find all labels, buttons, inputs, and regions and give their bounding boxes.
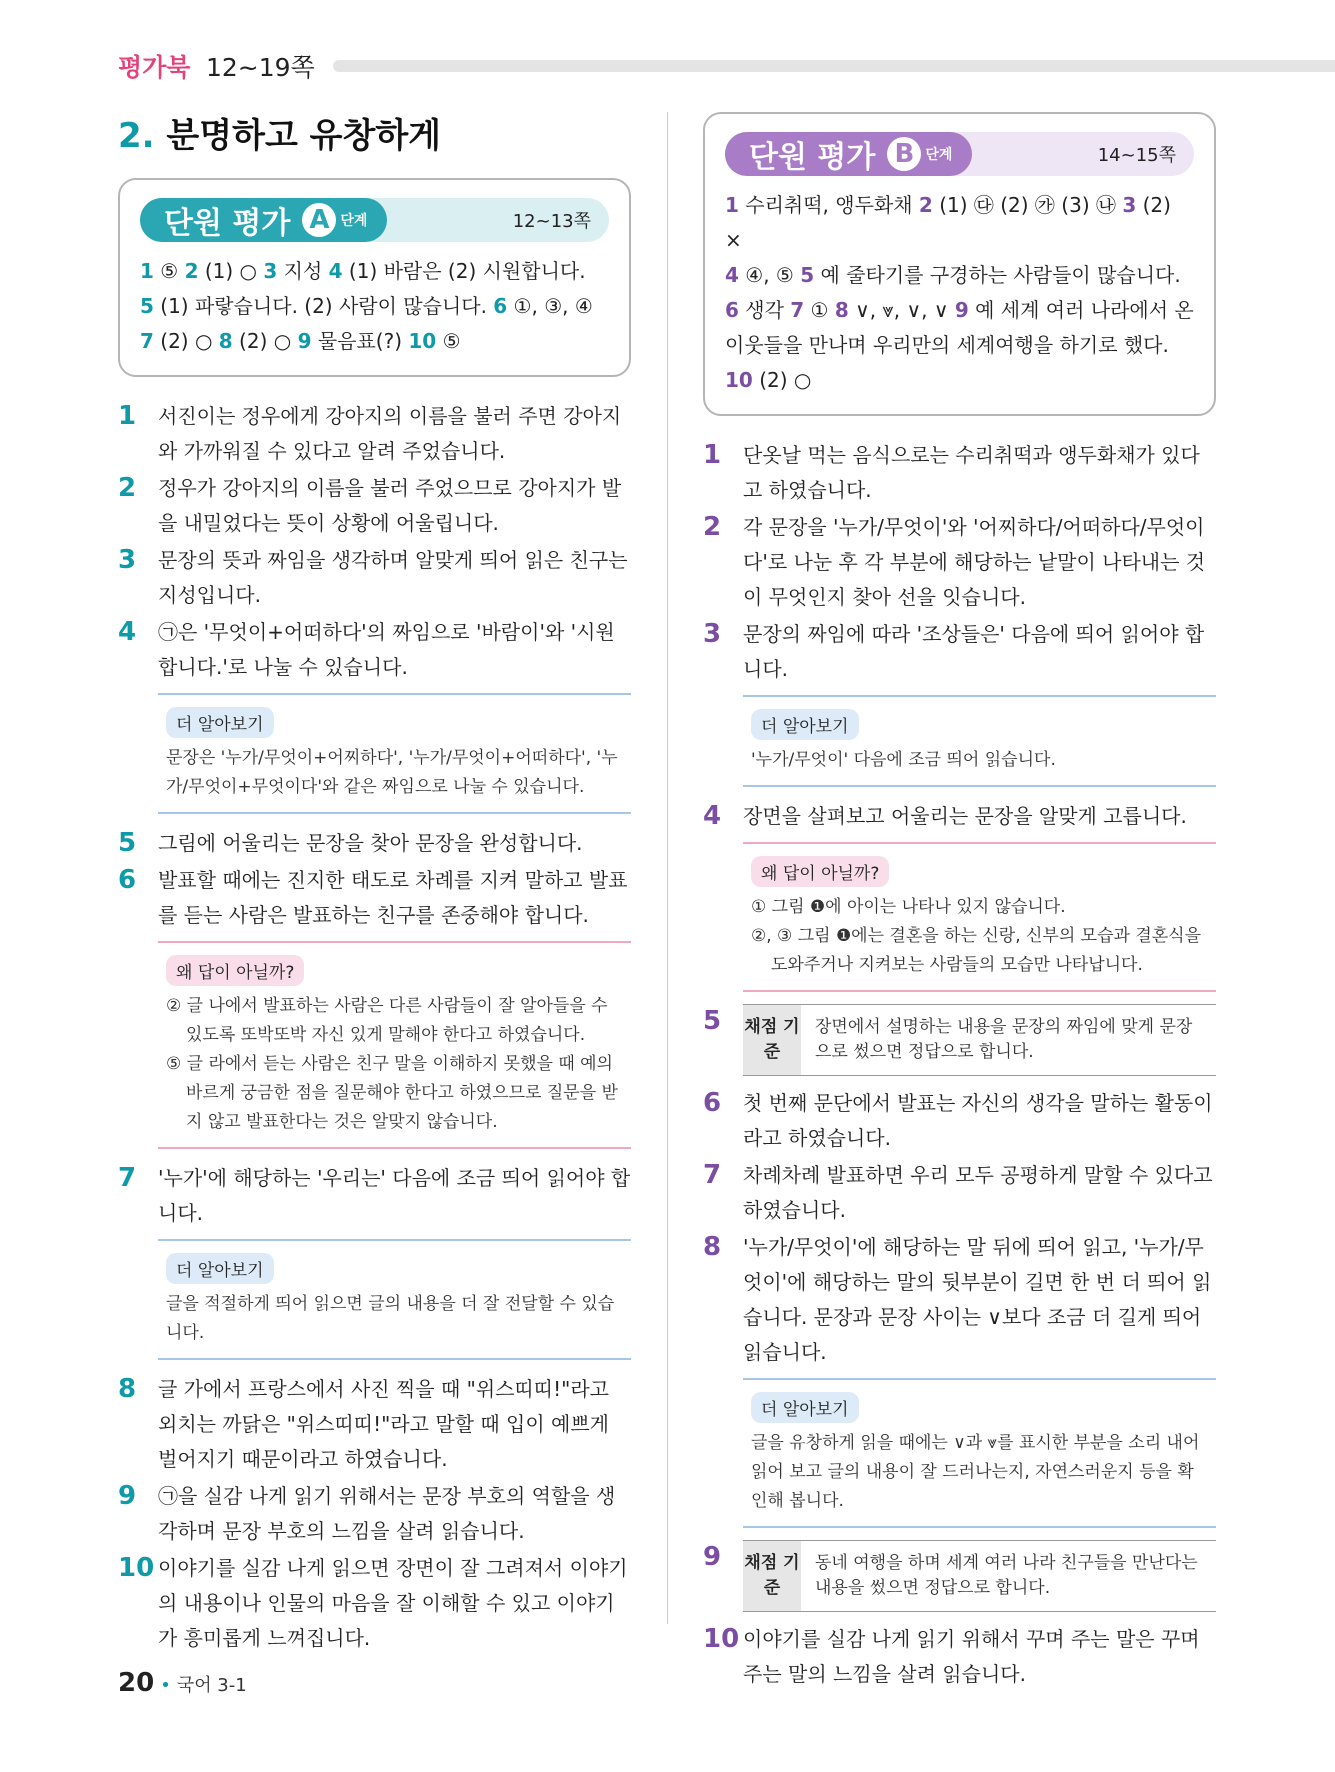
answer-number: 3 bbox=[263, 259, 278, 283]
note-line: ⑤ 글 라에서 듣는 사람은 친구 말을 이해하지 못했을 때 예의 바르게 궁금한 점을 질문해야 한다고 하였으므로 질문을 받지 않고 발표한다는 것은 알맞지 않습니다. bbox=[166, 1054, 618, 1132]
answer-list bbox=[140, 254, 609, 359]
item-text: 서진이는 정우에게 강아지의 이름을 불러 주면 강아지와 가까워질 수 있다고 알려 주었습니다. bbox=[158, 404, 622, 463]
note-text: 글을 유창하게 읽을 때에는 ∨과 ⩔를 표시한 부분을 소리 내어 읽어 보고 글의 내용이 잘 드러나는지, 자연스러운지 등을 확인해 봅니다. bbox=[751, 1433, 1200, 1511]
column-divider bbox=[667, 112, 668, 1624]
answer-value: 생각 bbox=[738, 298, 791, 322]
answer-value: 물음표(?) bbox=[311, 329, 409, 353]
item-text: 글 가에서 프랑스에서 사진 찍을 때 "위스띠띠!"라고 외치는 까닭은 "위스띠띠!"라고 말할 때 입이 예쁘게 벌어지기 때문이라고 하였습니다. bbox=[158, 1377, 609, 1471]
box-title: 단원 평가 bbox=[164, 206, 291, 241]
explanation-4 bbox=[703, 799, 1216, 834]
item-text: 단옷날 먹는 음식으로는 수리취떡과 앵두화채가 있다고 하였습니다. bbox=[743, 443, 1200, 502]
answer-number: 8 bbox=[218, 329, 233, 353]
item-number: 9 bbox=[118, 1481, 137, 1511]
answer-value: 예 줄타기를 구경하는 사람들이 많습니다. bbox=[814, 263, 1181, 287]
answer-number: 6 bbox=[493, 294, 508, 318]
right-column bbox=[703, 112, 1216, 1694]
item-text: 차례차례 발표하면 우리 모두 공평하게 말할 수 있다고 하였습니다. bbox=[743, 1163, 1213, 1222]
note-label: 더 알아보기 bbox=[751, 1392, 859, 1423]
item-number: 6 bbox=[703, 1088, 722, 1118]
item-number: 7 bbox=[703, 1160, 722, 1190]
answer-value: (2) ○ bbox=[752, 368, 812, 392]
item-number: 2 bbox=[118, 473, 137, 503]
explanation-9 bbox=[118, 1479, 631, 1549]
note-label: 왜 답이 아닐까? bbox=[751, 856, 889, 887]
subject-label: 국어 3-1 bbox=[176, 1675, 247, 1696]
level-badge: B bbox=[887, 137, 921, 171]
answer-number: 2 bbox=[184, 259, 199, 283]
item-text: 그림에 어울리는 문장을 찾아 문장을 완성합니다. bbox=[158, 831, 583, 855]
answer-line bbox=[140, 254, 609, 289]
page-footer bbox=[118, 1668, 247, 1698]
answer-number: 10 bbox=[408, 329, 437, 353]
answer-number: 6 bbox=[725, 298, 739, 322]
item-number: 3 bbox=[118, 545, 137, 575]
note-text: '누가/무엇이' 다음에 조금 띄어 읽습니다. bbox=[751, 750, 1056, 770]
grading-criteria-5 bbox=[703, 1004, 1216, 1076]
answer-value: (2) ○ bbox=[232, 329, 298, 353]
item-text: 발표할 때에는 진지한 태도로 차례를 지켜 말하고 발표를 듣는 사람은 발표하는 친구를 존중해야 합니다. bbox=[158, 868, 628, 927]
item-number: 5 bbox=[118, 828, 137, 858]
explanation-7 bbox=[118, 1161, 631, 1231]
answer-line bbox=[725, 293, 1194, 398]
answer-number: 3 bbox=[1122, 193, 1137, 217]
left-column bbox=[118, 108, 631, 1658]
explanation-1 bbox=[703, 438, 1216, 508]
answer-value: 지성 bbox=[277, 259, 329, 283]
answer-box-b bbox=[703, 112, 1216, 416]
note-line: ②, ③ 그림 ❶에는 결혼을 하는 신랑, 신부의 모습과 결혼식을 도와주거나 지켜보는 사람들의 모습만 나타납니다. bbox=[751, 926, 1202, 975]
answer-number: 9 bbox=[297, 329, 312, 353]
answer-list bbox=[725, 188, 1194, 398]
item-number: 7 bbox=[118, 1163, 137, 1193]
explanations bbox=[118, 399, 631, 1656]
answer-value: 수리취떡, 앵두화채 bbox=[738, 193, 919, 217]
item-text: 장면을 살펴보고 어울리는 문장을 알맞게 고릅니다. bbox=[743, 804, 1187, 828]
level-dan: 단계 bbox=[340, 213, 368, 229]
answer-value: (2) × bbox=[725, 193, 1171, 252]
answer-value: (1) 파랗습니다. (2) 사람이 많습니다. bbox=[153, 294, 494, 318]
unit-number: 2. bbox=[118, 116, 155, 156]
grading-criteria-9 bbox=[703, 1540, 1216, 1612]
more-info-note bbox=[158, 1239, 631, 1360]
why-wrong-note bbox=[158, 941, 631, 1149]
answer-value: ⑤ bbox=[153, 259, 185, 283]
item-text: 이야기를 실감 나게 읽으면 장면이 잘 그려져서 이야기의 내용이나 인물의 마음을 잘 이해할 수 있고 이야기가 흥미롭게 느껴집니다. bbox=[158, 1556, 628, 1650]
explanation-2 bbox=[703, 510, 1216, 615]
answer-value: (2) ○ bbox=[153, 329, 219, 353]
answer-number: 7 bbox=[790, 298, 805, 322]
answer-number: 5 bbox=[140, 294, 154, 318]
answer-value: ⑤ bbox=[436, 329, 461, 353]
note-line: ① 그림 ❶에 아이는 나타나 있지 않습니다. bbox=[751, 897, 1066, 917]
note-line: ② 글 나에서 발표하는 사람은 다른 사람들이 잘 알아들을 수 있도록 또박또박 자신 있게 말해야 한다고 하였습니다. bbox=[166, 996, 608, 1045]
level-badge: A bbox=[302, 203, 336, 237]
item-number: 1 bbox=[703, 440, 722, 470]
header-bar bbox=[333, 60, 1335, 72]
answer-line bbox=[140, 324, 609, 359]
answer-value: ①, ③, ④ bbox=[507, 294, 593, 318]
item-number: 2 bbox=[703, 512, 722, 542]
explanation-5 bbox=[118, 826, 631, 861]
answer-box-header bbox=[140, 198, 609, 242]
answer-value: (1) 바람은 (2) 시원합니다. bbox=[342, 259, 586, 283]
footer-dot: • bbox=[160, 1675, 171, 1696]
explanation-4 bbox=[118, 615, 631, 685]
criteria-text: 장면에서 설명하는 내용을 문장의 짜임에 맞게 문장으로 썼으면 정답으로 합니다. bbox=[815, 1017, 1193, 1062]
note-label: 더 알아보기 bbox=[166, 707, 274, 738]
item-text: '누가/무엇이'에 해당하는 말 뒤에 띄어 읽고, '누가/무엇이'에 해당하는 말의 뒷부분이 길면 한 번 더 띄어 읽습니다. 문장과 문장 사이는 ∨보다 조금 더 길게 띄어 읽습니다. bbox=[743, 1235, 1212, 1364]
explanation-6 bbox=[703, 1086, 1216, 1156]
answer-value: ∨, ⩔, ∨, ∨ bbox=[848, 298, 955, 322]
answer-box-a bbox=[118, 178, 631, 377]
item-number: 10 bbox=[703, 1624, 740, 1654]
unit-title bbox=[118, 108, 631, 156]
item-number: 10 bbox=[118, 1553, 155, 1583]
explanation-2 bbox=[118, 471, 631, 541]
item-number: 4 bbox=[118, 617, 137, 647]
why-wrong-note bbox=[743, 842, 1216, 992]
note-label: 왜 답이 아닐까? bbox=[166, 955, 304, 986]
note-text: 글을 적절하게 띄어 읽으면 글의 내용을 더 잘 전달할 수 있습니다. bbox=[166, 1294, 615, 1343]
explanation-6 bbox=[118, 863, 631, 933]
criteria-label: 채점 기준 bbox=[743, 1005, 801, 1075]
explanation-3 bbox=[703, 617, 1216, 687]
page-header bbox=[118, 46, 1335, 86]
explanation-3 bbox=[118, 543, 631, 613]
answer-number: 4 bbox=[725, 263, 739, 287]
header-book: 평가북 bbox=[118, 53, 191, 82]
item-text: ㉠은 '무엇이+어떠하다'의 짜임으로 '바람이'와 '시원합니다.'로 나눌 수 있습니다. bbox=[158, 620, 615, 679]
criteria-box bbox=[743, 1004, 1216, 1076]
item-number: 1 bbox=[118, 401, 137, 431]
item-number: 3 bbox=[703, 619, 722, 649]
item-text: 이야기를 실감 나게 읽기 위해서 꾸며 주는 말은 꾸며 주는 말의 느낌을 살려 읽습니다. bbox=[743, 1627, 1200, 1686]
explanation-10 bbox=[118, 1551, 631, 1656]
more-info-note bbox=[158, 693, 631, 814]
criteria-box bbox=[743, 1540, 1216, 1612]
item-number: 4 bbox=[703, 801, 722, 831]
item-text: 각 문장을 '누가/무엇이'와 '어찌하다/어떠하다/무엇이다'로 나눈 후 각 부분에 해당하는 낱말이 나타내는 것이 무엇인지 찾아 선을 잇습니다. bbox=[743, 515, 1206, 609]
answer-number: 9 bbox=[954, 298, 969, 322]
page-range: 12~13쪽 bbox=[512, 211, 591, 232]
note-text: 문장은 '누가/무엇이+어찌하다', '누가/무엇이+어떠하다', '누가/무엇이+무엇이다'와 같은 짜임으로 나눌 수 있습니다. bbox=[166, 748, 618, 797]
item-text: 문장의 뜻과 짜임을 생각하며 알맞게 띄어 읽은 친구는 지성입니다. bbox=[158, 548, 628, 607]
answer-number: 10 bbox=[725, 368, 753, 392]
more-info-note bbox=[743, 695, 1216, 787]
explanation-1 bbox=[118, 399, 631, 469]
answer-number: 5 bbox=[800, 263, 815, 287]
answer-number: 8 bbox=[834, 298, 849, 322]
item-number: 6 bbox=[118, 865, 137, 895]
answer-value: (1) ㉰ (2) ㉮ (3) ㉯ bbox=[932, 193, 1123, 217]
answer-line bbox=[140, 289, 609, 324]
explanations bbox=[703, 438, 1216, 1692]
criteria-text: 동네 여행을 하며 세계 여러 나라 친구들을 만난다는 내용을 썼으면 정답으로 합니다. bbox=[815, 1553, 1198, 1598]
answer-value: ① bbox=[804, 298, 835, 322]
item-text: 문장의 짜임에 따라 '조상들은' 다음에 띄어 읽어야 합니다. bbox=[743, 622, 1205, 681]
more-info-note bbox=[743, 1378, 1216, 1528]
explanation-10 bbox=[703, 1622, 1216, 1692]
item-number: 8 bbox=[703, 1232, 722, 1262]
item-number: 9 bbox=[703, 1542, 722, 1572]
note-label: 더 알아보기 bbox=[166, 1253, 274, 1284]
item-number: 5 bbox=[703, 1006, 722, 1036]
answer-value: ④, ⑤ bbox=[738, 263, 801, 287]
answer-number: 1 bbox=[140, 259, 154, 283]
level-tag bbox=[140, 198, 387, 242]
answer-line bbox=[725, 188, 1194, 258]
page-number: 20 bbox=[118, 1668, 155, 1698]
answer-number: 2 bbox=[918, 193, 933, 217]
answer-value: 예 세계 여러 나라에서 온 이웃들을 만나며 우리만의 세계여행을 하기로 했다. bbox=[725, 298, 1194, 357]
level-tag bbox=[725, 132, 972, 176]
explanation-7 bbox=[703, 1158, 1216, 1228]
answer-number: 7 bbox=[140, 329, 154, 353]
answer-number: 1 bbox=[725, 193, 739, 217]
page-range: 14~15쪽 bbox=[1097, 145, 1176, 166]
header-pages: 12~19쪽 bbox=[206, 53, 315, 82]
item-number: 8 bbox=[118, 1374, 137, 1404]
answer-number: 4 bbox=[328, 259, 343, 283]
explanation-8 bbox=[118, 1372, 631, 1477]
explanation-8 bbox=[703, 1230, 1216, 1370]
item-text: 정우가 강아지의 이름을 불러 주었으므로 강아지가 발을 내밀었다는 뜻이 상황에 어울립니다. bbox=[158, 476, 622, 535]
item-text: 첫 번째 문단에서 발표는 자신의 생각을 말하는 활동이라고 하였습니다. bbox=[743, 1091, 1213, 1150]
level-dan: 단계 bbox=[925, 147, 953, 163]
unit-title-text: 분명하고 유창하게 bbox=[166, 116, 442, 156]
note-label: 더 알아보기 bbox=[751, 709, 859, 740]
answer-box-header bbox=[725, 132, 1194, 176]
answer-value: (1) ○ bbox=[198, 259, 264, 283]
item-text: ㉠을 실감 나게 읽기 위해서는 문장 부호의 역할을 생각하며 문장 부호의 느낌을 살려 읽습니다. bbox=[158, 1484, 616, 1543]
box-title: 단원 평가 bbox=[749, 140, 876, 175]
item-text: '누가'에 해당하는 '우리는' 다음에 조금 띄어 읽어야 합니다. bbox=[158, 1166, 631, 1225]
answer-line bbox=[725, 258, 1194, 293]
criteria-label: 채점 기준 bbox=[743, 1541, 801, 1611]
